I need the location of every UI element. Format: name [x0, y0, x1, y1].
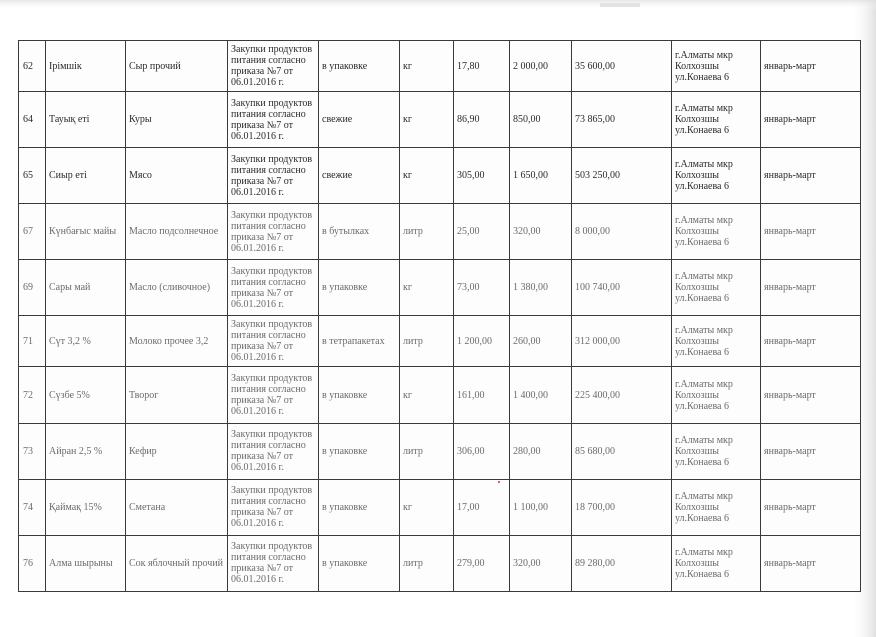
- quantity-cell: 17,00: [454, 479, 510, 535]
- price-cell: 2 000,00: [510, 41, 572, 92]
- quantity-cell: 73,00: [454, 260, 510, 316]
- document-page: [18, 40, 860, 592]
- basis-cell: Закупки продуктов питания согласно приказа №7 от 06.01.2016 г.: [228, 479, 319, 535]
- table-row: [19, 204, 861, 260]
- sum-cell: 503 250,00: [572, 148, 672, 204]
- address-cell: г.Алматы мкр Колхозшы ул.Конаева 6: [672, 535, 761, 591]
- unit-cell: литр: [400, 423, 454, 479]
- packaging-cell: свежие: [319, 148, 400, 204]
- table-row: [19, 41, 861, 92]
- packaging-cell: в упаковке: [319, 423, 400, 479]
- address-cell: г.Алматы мкр Колхозшы ул.Конаева 6: [672, 148, 761, 204]
- period-cell: январь-март: [761, 41, 861, 92]
- table-row: [19, 316, 861, 367]
- price-cell: 320,00: [510, 204, 572, 260]
- basis-cell: Закупки продуктов питания согласно приказа №7 от 06.01.2016 г.: [228, 92, 319, 148]
- row-number-cell: 69: [19, 260, 46, 316]
- period-cell: январь-март: [761, 367, 861, 423]
- unit-cell: кг: [400, 41, 454, 92]
- row-number-cell: 71: [19, 316, 46, 367]
- packaging-cell: в упаковке: [319, 535, 400, 591]
- name-ru-cell: Творог: [126, 367, 228, 423]
- price-cell: 320,00: [510, 535, 572, 591]
- name-kz-cell: Алма шырыны: [46, 535, 126, 591]
- period-cell: январь-март: [761, 479, 861, 535]
- unit-cell: кг: [400, 367, 454, 423]
- basis-cell: Закупки продуктов питания согласно приказа №7 от 06.01.2016 г.: [228, 148, 319, 204]
- name-ru-cell: Масло (сливочное): [126, 260, 228, 316]
- sum-cell: 18 700,00: [572, 479, 672, 535]
- quantity-cell: 305,00: [454, 148, 510, 204]
- name-ru-cell: Куры: [126, 92, 228, 148]
- basis-cell: Закупки продуктов питания согласно приказа №7 от 06.01.2016 г.: [228, 535, 319, 591]
- address-cell: г.Алматы мкр Колхозшы ул.Конаева 6: [672, 479, 761, 535]
- price-cell: 850,00: [510, 92, 572, 148]
- sum-cell: 89 280,00: [572, 535, 672, 591]
- table-row: [19, 92, 861, 148]
- name-kz-cell: Күнбағыс майы: [46, 204, 126, 260]
- table-row: [19, 535, 861, 591]
- basis-cell: Закупки продуктов питания согласно приказа №7 от 06.01.2016 г.: [228, 260, 319, 316]
- name-kz-cell: Сары май: [46, 260, 126, 316]
- quantity-cell: 86,90: [454, 92, 510, 148]
- name-kz-cell: Қаймақ 15%: [46, 479, 126, 535]
- table-row: [19, 148, 861, 204]
- quantity-cell: 161,00: [454, 367, 510, 423]
- table-row: [19, 367, 861, 423]
- address-cell: г.Алматы мкр Колхозшы ул.Конаева 6: [672, 367, 761, 423]
- unit-cell: литр: [400, 316, 454, 367]
- address-cell: г.Алматы мкр Колхозшы ул.Конаева 6: [672, 204, 761, 260]
- basis-cell: Закупки продуктов питания согласно приказа №7 от 06.01.2016 г.: [228, 41, 319, 92]
- name-kz-cell: Ірімшік: [46, 41, 126, 92]
- basis-cell: Закупки продуктов питания согласно приказа №7 от 06.01.2016 г.: [228, 423, 319, 479]
- procurement-table: [18, 40, 861, 592]
- period-cell: январь-март: [761, 260, 861, 316]
- packaging-cell: в бутылках: [319, 204, 400, 260]
- packaging-cell: в упаковке: [319, 260, 400, 316]
- unit-cell: литр: [400, 204, 454, 260]
- address-cell: г.Алматы мкр Колхозшы ул.Конаева 6: [672, 41, 761, 92]
- basis-cell: Закупки продуктов питания согласно приказа №7 от 06.01.2016 г.: [228, 367, 319, 423]
- quantity-cell: 17,80: [454, 41, 510, 92]
- period-cell: январь-март: [761, 316, 861, 367]
- name-ru-cell: Мясо: [126, 148, 228, 204]
- basis-cell: Закупки продуктов питания согласно приказа №7 от 06.01.2016 г.: [228, 316, 319, 367]
- period-cell: январь-март: [761, 535, 861, 591]
- price-cell: 1 100,00: [510, 479, 572, 535]
- unit-cell: кг: [400, 260, 454, 316]
- quantity-cell: 1 200,00: [454, 316, 510, 367]
- price-cell: 260,00: [510, 316, 572, 367]
- row-number-cell: 72: [19, 367, 46, 423]
- unit-cell: кг: [400, 148, 454, 204]
- address-cell: г.Алматы мкр Колхозшы ул.Конаева 6: [672, 260, 761, 316]
- name-ru-cell: Масло подсолнечное: [126, 204, 228, 260]
- name-kz-cell: Сүт 3,2 %: [46, 316, 126, 367]
- name-kz-cell: Тауық еті: [46, 92, 126, 148]
- basis-cell: Закупки продуктов питания согласно приказа №7 от 06.01.2016 г.: [228, 204, 319, 260]
- packaging-cell: в тетрапакетах: [319, 316, 400, 367]
- price-cell: 1 650,00: [510, 148, 572, 204]
- name-kz-cell: Айран 2,5 %: [46, 423, 126, 479]
- packaging-cell: в упаковке: [319, 41, 400, 92]
- table-row: [19, 479, 861, 535]
- address-cell: г.Алматы мкр Колхозшы ул.Конаева 6: [672, 92, 761, 148]
- price-cell: 1 380,00: [510, 260, 572, 316]
- name-kz-cell: Сиыр еті: [46, 148, 126, 204]
- sum-cell: 100 740,00: [572, 260, 672, 316]
- price-cell: 280,00: [510, 423, 572, 479]
- name-kz-cell: Сүзбе 5%: [46, 367, 126, 423]
- row-number-cell: 64: [19, 92, 46, 148]
- unit-cell: кг: [400, 92, 454, 148]
- address-cell: г.Алматы мкр Колхозшы ул.Конаева 6: [672, 316, 761, 367]
- row-number-cell: 65: [19, 148, 46, 204]
- row-number-cell: 67: [19, 204, 46, 260]
- sum-cell: 8 000,00: [572, 204, 672, 260]
- table-body: [19, 41, 861, 592]
- row-number-cell: 73: [19, 423, 46, 479]
- period-cell: январь-март: [761, 92, 861, 148]
- price-cell: 1 400,00: [510, 367, 572, 423]
- row-number-cell: 74: [19, 479, 46, 535]
- name-ru-cell: Сок яблочный прочий: [126, 535, 228, 591]
- row-number-cell: 62: [19, 41, 46, 92]
- period-cell: январь-март: [761, 148, 861, 204]
- name-ru-cell: Сметана: [126, 479, 228, 535]
- quantity-cell: 306,00: [454, 423, 510, 479]
- sum-cell: 73 865,00: [572, 92, 672, 148]
- ink-speck: [498, 481, 500, 483]
- name-ru-cell: Кефир: [126, 423, 228, 479]
- sum-cell: 35 600,00: [572, 41, 672, 92]
- unit-cell: кг: [400, 479, 454, 535]
- period-cell: январь-март: [761, 423, 861, 479]
- table-row: [19, 260, 861, 316]
- sum-cell: 85 680,00: [572, 423, 672, 479]
- period-cell: январь-март: [761, 204, 861, 260]
- packaging-cell: в упаковке: [319, 479, 400, 535]
- address-cell: г.Алматы мкр Колхозшы ул.Конаева 6: [672, 423, 761, 479]
- packaging-cell: свежие: [319, 92, 400, 148]
- sum-cell: 225 400,00: [572, 367, 672, 423]
- unit-cell: литр: [400, 535, 454, 591]
- quantity-cell: 25,00: [454, 204, 510, 260]
- sum-cell: 312 000,00: [572, 316, 672, 367]
- packaging-cell: в упаковке: [319, 367, 400, 423]
- name-ru-cell: Сыр прочий: [126, 41, 228, 92]
- table-row: [19, 423, 861, 479]
- quantity-cell: 279,00: [454, 535, 510, 591]
- name-ru-cell: Молоко прочее 3,2: [126, 316, 228, 367]
- row-number-cell: 76: [19, 535, 46, 591]
